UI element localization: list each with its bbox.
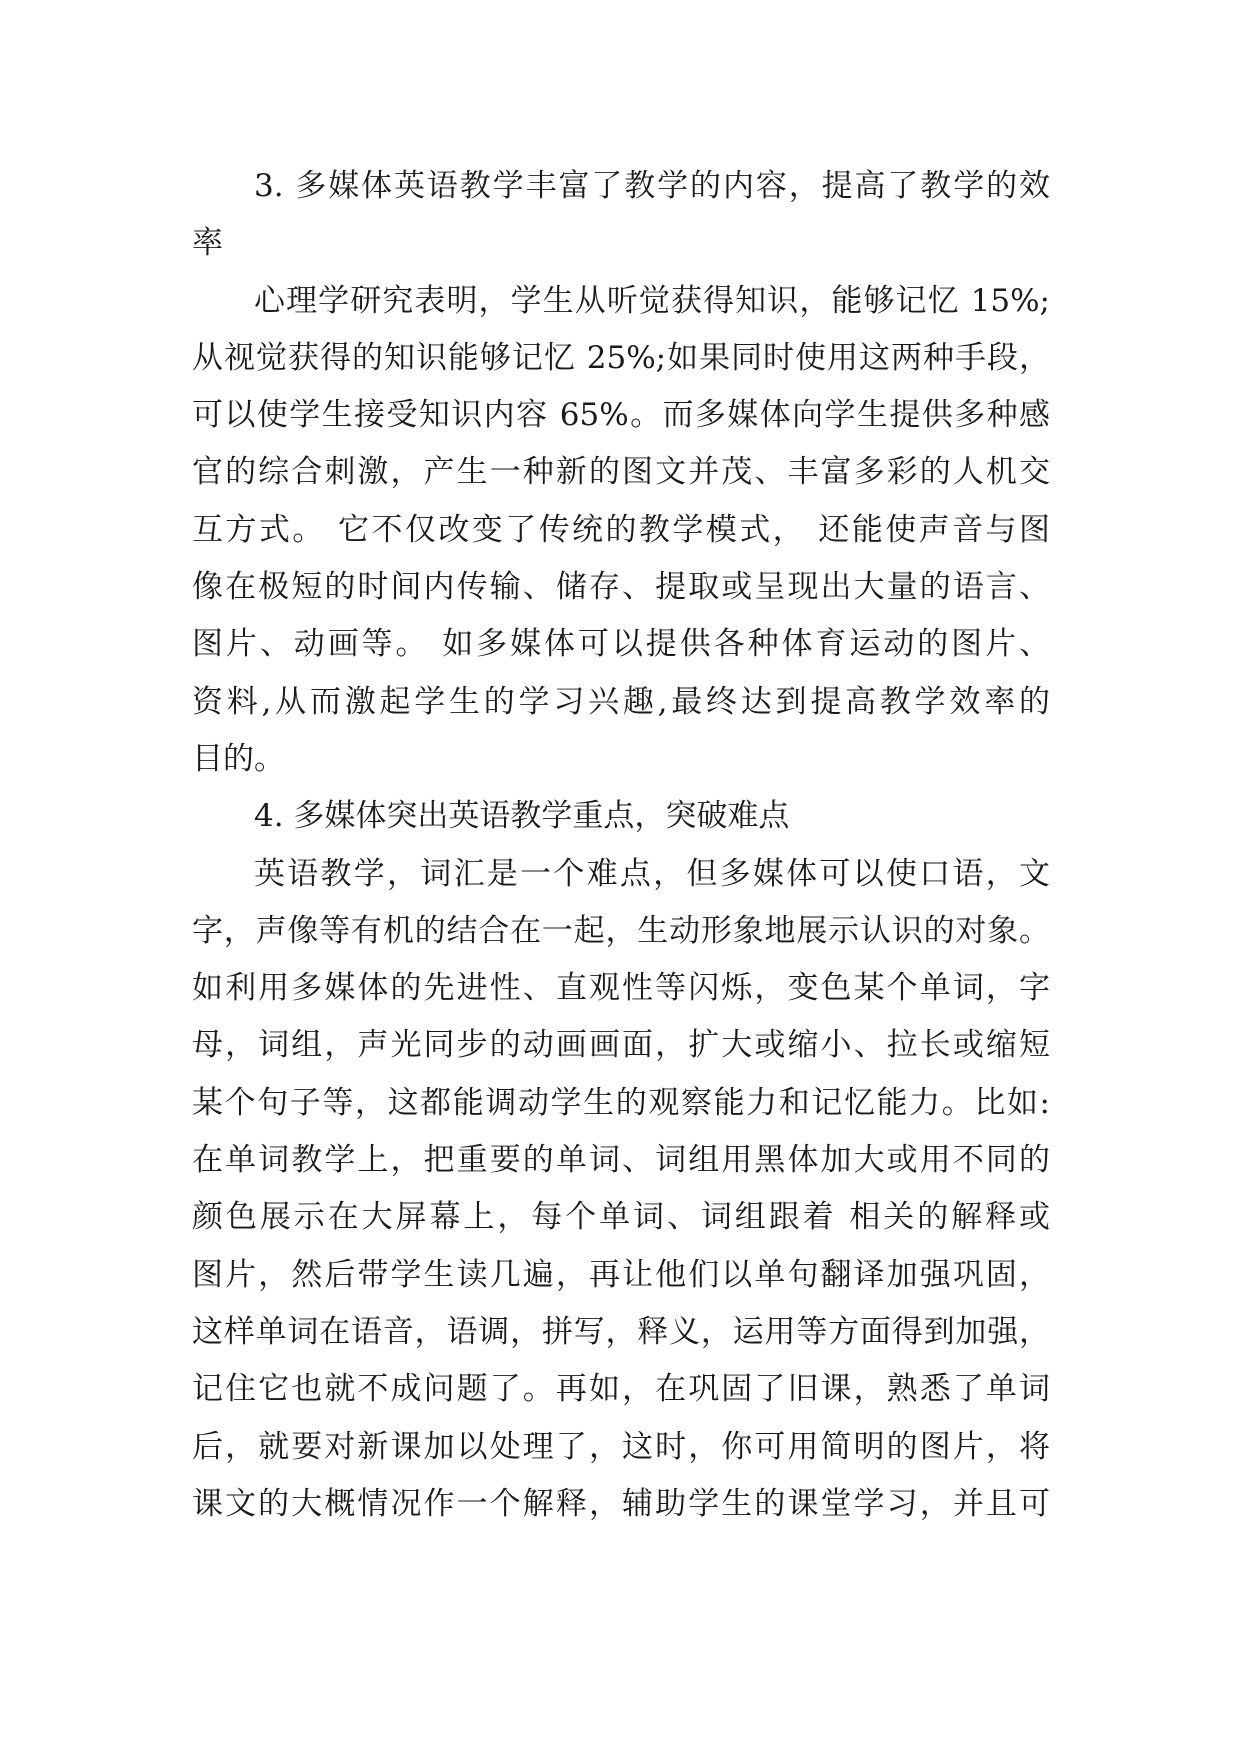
paragraph-line: 课文的大概情况作一个解释，辅助学生的课堂学习，并且可	[192, 1485, 1050, 1522]
paragraph-line: 字，声像等有机的结合在一起，生动形象地展示认识的对象。	[192, 912, 1050, 949]
paragraph-line: 这样单词在语音，语调，拼写，释义，运用等方面得到加强，	[192, 1313, 1050, 1350]
paragraph-line: 从视觉获得的知识能够记忆 25%;如果同时使用这两种手段，	[192, 339, 1050, 376]
paragraph-line: 英语教学，词汇是一个难点，但多媒体可以使口语，文	[254, 855, 1050, 892]
document-body	[192, 158, 1050, 1533]
paragraph-line: 资料,从而激起学生的学习兴趣,最终达到提高教学效率的	[192, 683, 1050, 720]
paragraph-line: 母，词组，声光同步的动画画面，扩大或缩小、拉长或缩短	[192, 1027, 1050, 1064]
paragraph-line: 心理学研究表明，学生从听觉获得知识，能够记忆 15%;	[254, 282, 1050, 319]
paragraph-line: 后，就要对新课加以处理了，这时，你可用简明的图片，将	[192, 1428, 1050, 1465]
section-heading-3: 3. 多媒体英语教学丰富了教学的内容，提高了教学的效	[254, 168, 1050, 204]
paragraph-line: 某个句子等，这都能调动学生的观察能力和记忆能力。比如:	[192, 1084, 1050, 1121]
paragraph-line: 目的。	[192, 740, 285, 777]
paragraph-line: 在单词教学上，把重要的单词、词组用黑体加大或用不同的	[192, 1142, 1050, 1179]
paragraph-line: 图片、动画等。 如多媒体可以提供各种体育运动的图片、	[192, 626, 1050, 663]
paragraph-line: 官的综合刺激，产生一种新的图文并茂、丰富多彩的人机交	[192, 454, 1050, 491]
paragraph-line: 互方式。 它不仅改变了传统的教学模式， 还能使声音与图	[192, 511, 1050, 548]
paragraph-line: 像在极短的时间内传输、储存、提取或呈现出大量的语言、	[192, 569, 1050, 606]
section-heading-4: 4. 多媒体突出英语教学重点，突破难点	[254, 798, 790, 835]
paragraph-line: 记住它也就不成问题了。再如，在巩固了旧课，熟悉了单词	[192, 1371, 1050, 1408]
paragraph-line: 如利用多媒体的先进性、直观性等闪烁，变色某个单词，字	[192, 970, 1050, 1007]
paragraph-line: 可以使学生接受知识内容 65%。而多媒体向学生提供多种感	[192, 397, 1050, 434]
paragraph-line: 颜色展示在大屏幕上，每个单词、词组跟着 相关的解释或	[192, 1199, 1050, 1236]
section-heading-3-continued: 率	[192, 225, 223, 262]
paragraph-line: 图片，然后带学生读几遍，再让他们以单句翻译加强巩固，	[192, 1256, 1050, 1293]
